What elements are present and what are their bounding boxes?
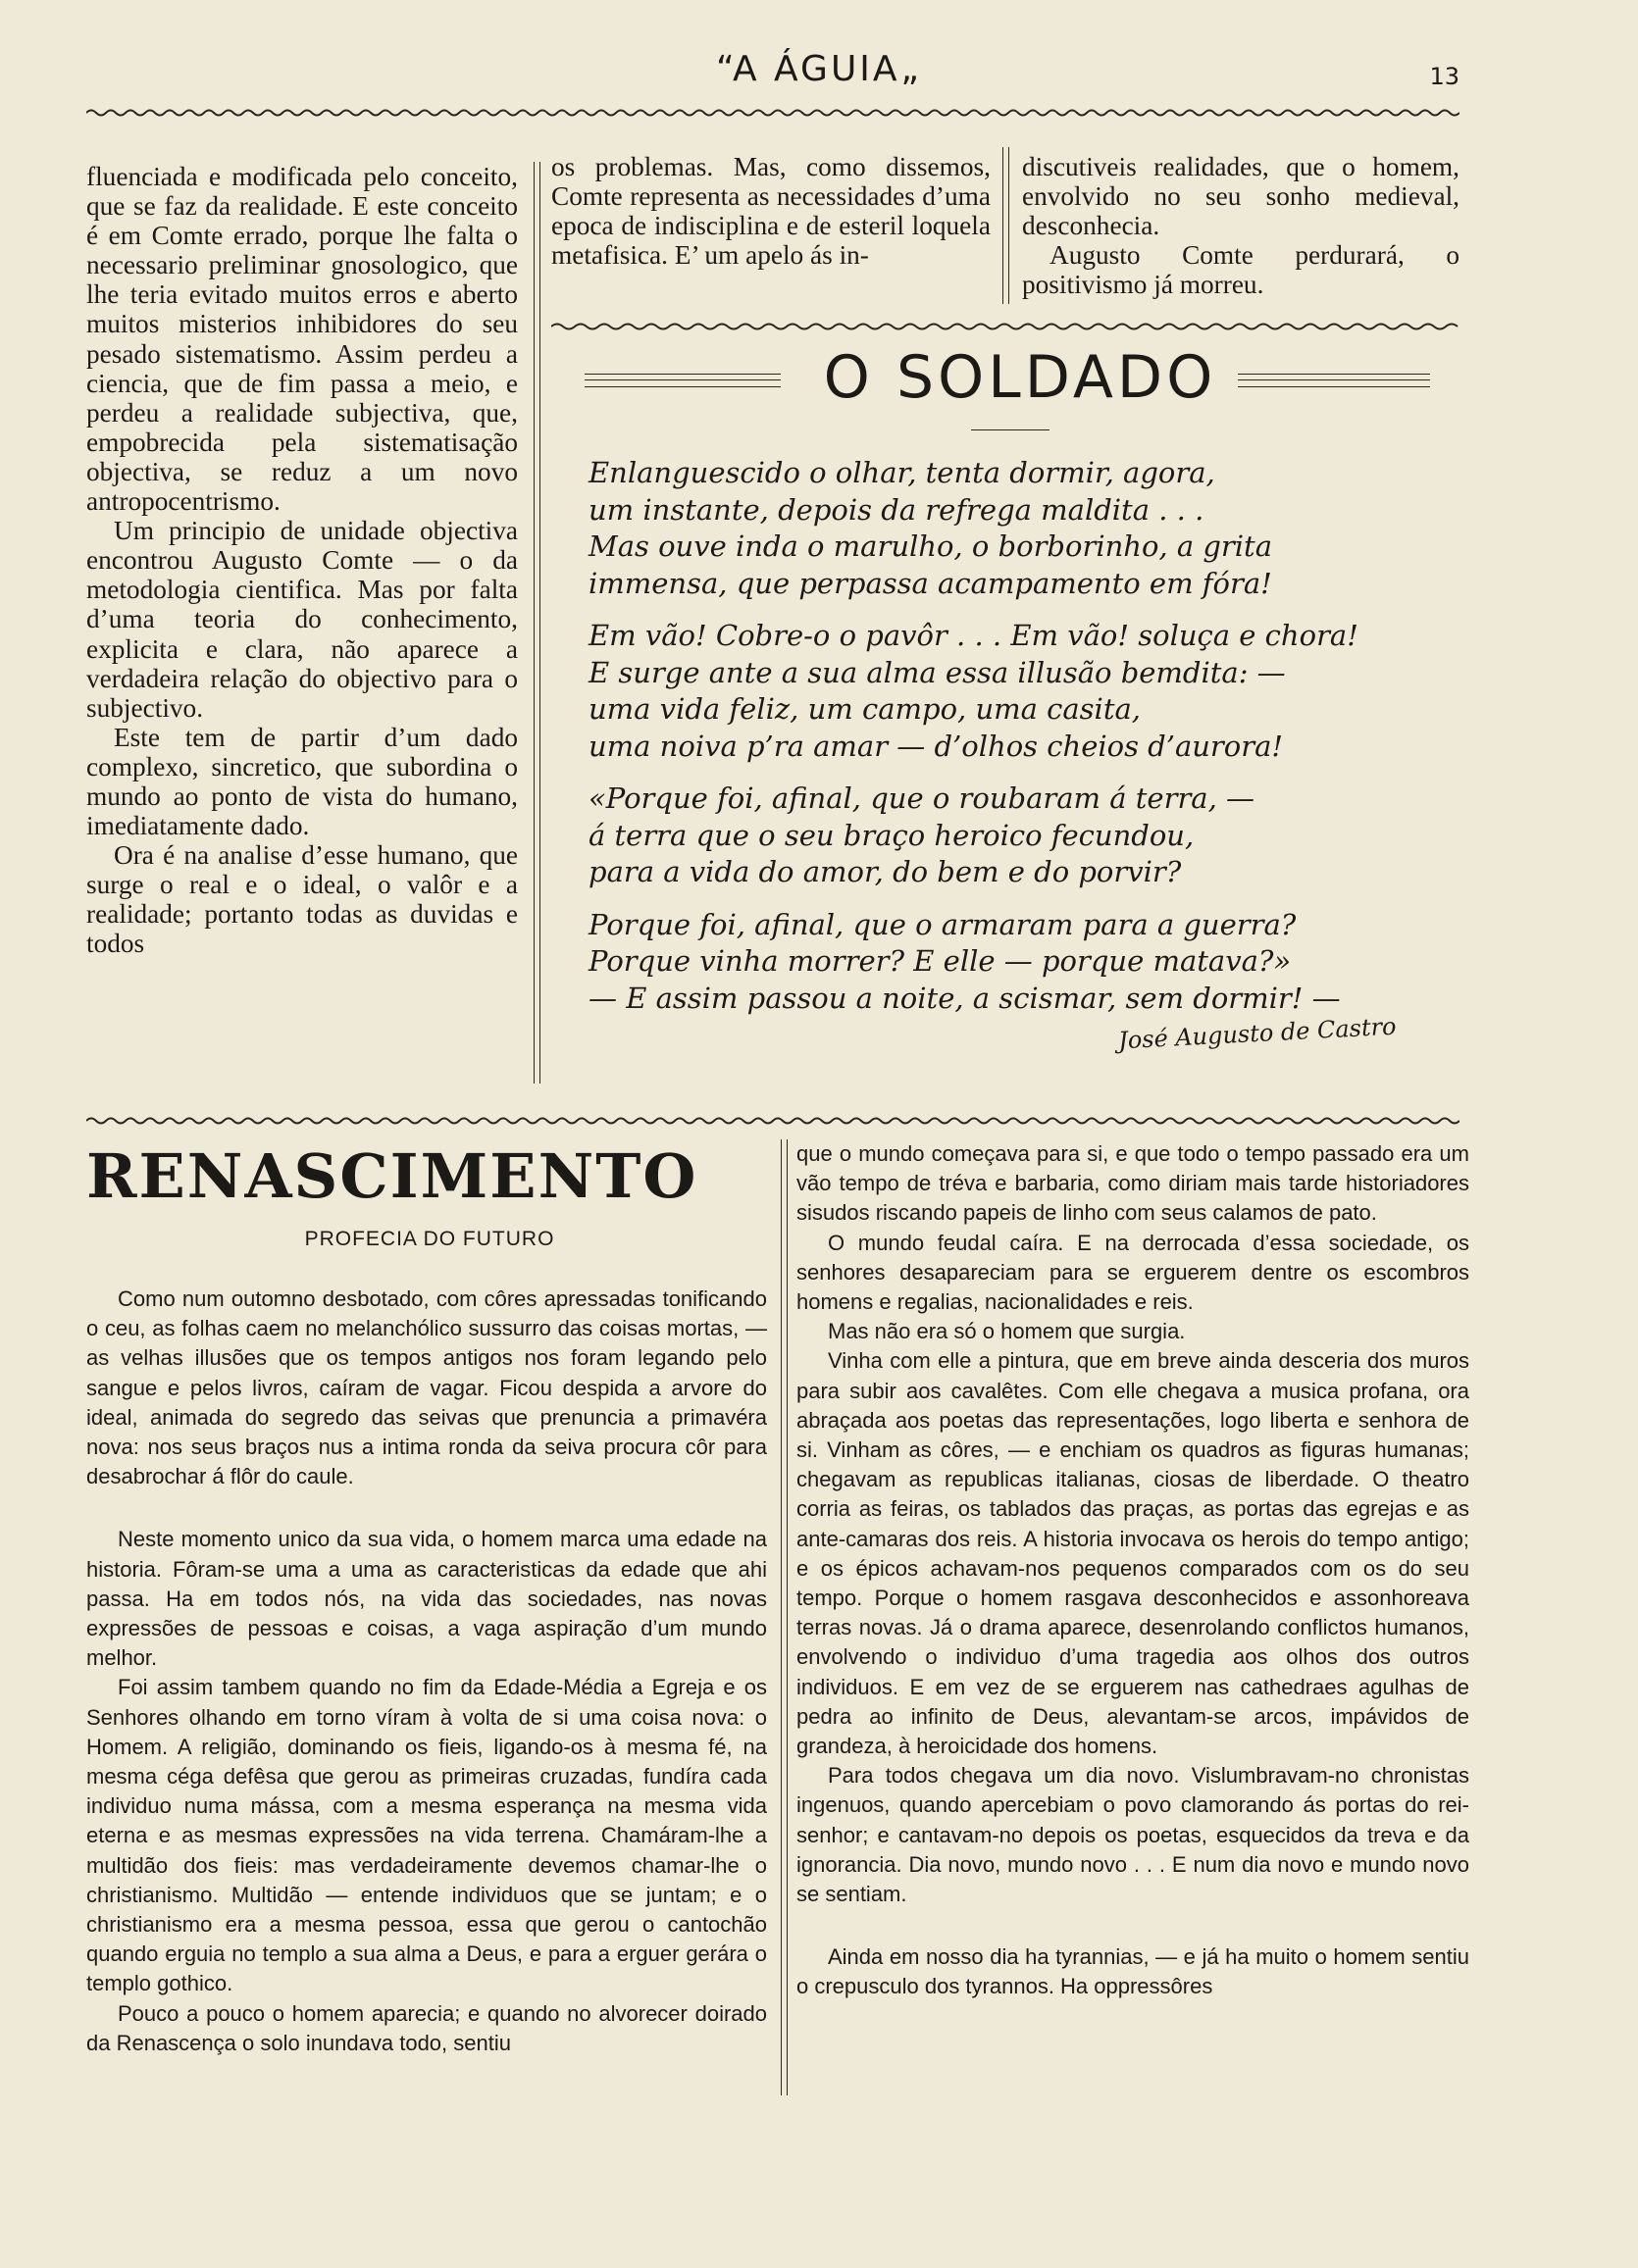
verse: immensa, que perpassa acampamento em fóra! bbox=[589, 566, 1272, 600]
verse: Porque foi, afinal, que o armaram para a guerra? bbox=[589, 907, 1297, 941]
verse: — E assim passou a noite, a scismar, sem dormir! — bbox=[589, 981, 1341, 1015]
header-rule bbox=[86, 108, 1459, 118]
verse: Enlanguescido o olhar, tenta dormir, agora, bbox=[589, 456, 1215, 489]
column-1 bbox=[86, 162, 518, 959]
column-2 bbox=[551, 152, 991, 270]
stanza bbox=[589, 907, 1432, 1018]
paragraph-gap bbox=[796, 1909, 1469, 1942]
article-column-right bbox=[796, 1139, 1469, 2002]
title-underline bbox=[971, 429, 1049, 430]
verse: uma vida feliz, um campo, uma casita, bbox=[589, 692, 1141, 726]
stanza bbox=[589, 618, 1432, 765]
column-3 bbox=[1022, 152, 1459, 299]
paragraph: Neste momento unico da sua vida, o homem marca uma edade na historia. Fôram-se uma a uma as caracteristicas da edade que ahi passa. Ha em todos nós, na vida das sociedades, nas novas expressões de pessoas e coisas, a vaga aspiração d’um mundo melhor. bbox=[86, 1527, 767, 1671]
paragraph: O mundo feudal caíra. E na derrocada d’essa sociedade, os senhores desapareciam para se erguerem dentre os escombros homens e regalias, nacionalidades e reis. bbox=[796, 1230, 1469, 1315]
article-column-left bbox=[86, 1285, 767, 2058]
verse: «Porque foi, afinal, que o roubaram á terra, — bbox=[589, 781, 1255, 815]
page-number: 13 bbox=[1429, 63, 1459, 90]
paragraph: Um principio de unidade objectiva encontrou Augusto Comte — o da metodologia cientifica. Mas por falta d’uma teoria do conhecimento, explicita e clara, não aparece a verdadeira relação do objectivo para o subjectivo. bbox=[86, 516, 518, 723]
verse: para a vida do amor, do bem e do porvir? bbox=[589, 855, 1182, 888]
paragraph-gap bbox=[86, 1491, 767, 1525]
paragraph: Este tem de partir d’um dado complexo, sincretico, que subordina o mundo ao ponto de vista do humano, imediatamente dado. bbox=[86, 722, 518, 841]
paragraph: os problemas. Mas, como dissemos, Comte representa as necessidades d’uma epoca de indisciplina e de esteril loquela metafisica. E’ um apelo ás in- bbox=[551, 152, 991, 271]
title-ornament-left bbox=[585, 374, 781, 387]
journal-title: “A ÁGUIA„ bbox=[715, 49, 923, 89]
poem-body bbox=[589, 455, 1432, 1033]
paragraph: Augusto Comte perdurará, o positivismo já morreu. bbox=[1022, 240, 1459, 300]
article-subtitle: PROFECIA DO FUTURO bbox=[304, 1228, 555, 1250]
verse: uma noiva p’ra amar — d’olhos cheios d’aurora! bbox=[589, 729, 1284, 763]
poem-title: O SOLDADO bbox=[823, 343, 1217, 412]
article-title: RENASCIMENTO bbox=[86, 1140, 698, 1212]
title-ornament-right bbox=[1238, 374, 1430, 387]
paragraph: Mas não era só o homem que surgia. bbox=[828, 1319, 1186, 1344]
column-divider bbox=[534, 162, 540, 1084]
verse: Mas ouve inda o marulho, o borborinho, a grita bbox=[589, 529, 1272, 563]
verse: á terra que o seu braço heroico fecundou, bbox=[589, 818, 1195, 852]
paragraph: Como num outomno desbotado, com côres apressadas tonificando o ceu, as folhas caem no melanchólico sussurro das coisas mortas, — as velhas illusões que os tempos antigos nos foram legando pelo sangue e pelos livros, caíram de vagar. Ficou despida a arvore do ideal, animada do segredo das seivas que prenuncia a primavéra nova: nos seus braços nus a intima ronda da seiva procura côr para desabrochar á flôr do caule. bbox=[86, 1286, 767, 1489]
paragraph: Ainda em nosso dia ha tyrannias, — e já ha muito o homem sentiu o crepusculo dos tyrannos. Ha oppressôres bbox=[796, 1944, 1469, 1999]
paragraph: Vinha com elle a pintura, que em breve ainda desceria dos muros para subir aos cavalêtes. Com elle chegava a musica profana, ora abraçada aos poetas das representações, logo liberta e senhora de si. Vinham as côres, — e enchiam os quadros as figuras humanas; chegavam as republicas italianas, ciosas de liberdade. O theatro corria as feiras, os tablados das praças, as portas das egrejas e as ante-camaras dos reis. A historia invocava os herois do tempo antigo; e os épicos achavam-nos pequenos comparados com os do seu tempo. Porque o homem rasgava desconhecidos e assonhoreava terras novas. Já o drama aparece, desenrolando conflictos humanos, envolvendo o individuo d’uma tragedia aos olhos dos outros individuos. E em vez de se erguerem nas cathedraes agulhas de pedra ao infinito de Deus, alevantam-se arcos, impávidos de grandeza, à heroicidade dos homens. bbox=[796, 1348, 1469, 1759]
signature: José Augusto de Castro bbox=[1117, 1012, 1398, 1055]
paragraph: Para todos chegava um dia novo. Vislumbravam-no chronistas ingenuos, quando apercebiam o povo clamorando ás portas do rei-senhor; e cantavam-no depois os poetas, esquecidos da treva e da ignorancia. Dia novo, mundo novo . . . E num dia novo e mundo novo se sentiam. bbox=[796, 1763, 1469, 1907]
stanza bbox=[589, 781, 1432, 891]
verse: Porque vinha morrer? E elle — porque matava?» bbox=[589, 944, 1292, 978]
paragraph: Ora é na analise d’esse humano, que surge o real e o ideal, o valôr e a realidade; portanto todas as duvidas e todos bbox=[86, 840, 518, 959]
stanza bbox=[589, 455, 1432, 602]
paragraph: Pouco a pouco o homem aparecia; e quando no alvorecer doirado da Renascença o solo inundava todo, sentiu bbox=[86, 2000, 767, 2055]
poem-top-rule bbox=[551, 322, 1459, 331]
column-divider bbox=[1002, 147, 1009, 304]
paragraph: fluenciada e modificada pelo conceito, que se faz da realidade. E este conceito é em Comte errado, porque lhe falta o necessario preliminar gnosologico, que lhe teria evitado muitos erros e aberto muitos misterios inhibidores do seu pesado sistematismo. Assim perdeu a ciencia, que de fim passa a meio, e perdeu a realidade subjectiva, que, empobrecida pela sistematisação objectiva, se reduz a um novo antropocentrismo. bbox=[86, 162, 518, 517]
section-rule bbox=[86, 1116, 1459, 1126]
paragraph: Foi assim tambem quando no fim da Edade-Média a Egreja e os Senhores olhando em torno víram à volta de si uma coisa nova: o Homem. A religião, dominando os fieis, ligando-os à mesma fé, na mesma céga defêsa que gerou as primeiras cruzadas, fundíra cada individuo numa mássa, com a mesma esperança na mesma vida eterna e as mesmas expressões na vida terrena. Chamáram-lhe a multidão dos fieis: mas verdadeiramente devemos chamar-lhe o christianismo. Multidão — entende individuos que se juntam; e o christianismo era a mesma pessoa, essa que gerou o cantochão quando erguia no templo a sua alma a Deus, e para a erguer gerára o templo gothico. bbox=[86, 1675, 767, 1996]
paragraph: discutiveis realidades, que o homem, envolvido no seu sonho medieval, desconhecia. bbox=[1022, 152, 1459, 241]
column-divider bbox=[781, 1139, 788, 2095]
paragraph: que o mundo começava para si, e que todo o tempo passado era um vão tempo de tréva e barbaria, como diriam mais tarde historiadores sisudos riscando papeis de linho com seus calamos de pato. bbox=[796, 1141, 1469, 1226]
verse: Em vão! Cobre-o o pavôr . . . Em vão! soluça e chora! bbox=[589, 619, 1358, 652]
verse: E surge ante a sua alma essa illusão bemdita: — bbox=[589, 655, 1286, 689]
verse: um instante, depois da refrega maldita . . . bbox=[589, 492, 1204, 527]
